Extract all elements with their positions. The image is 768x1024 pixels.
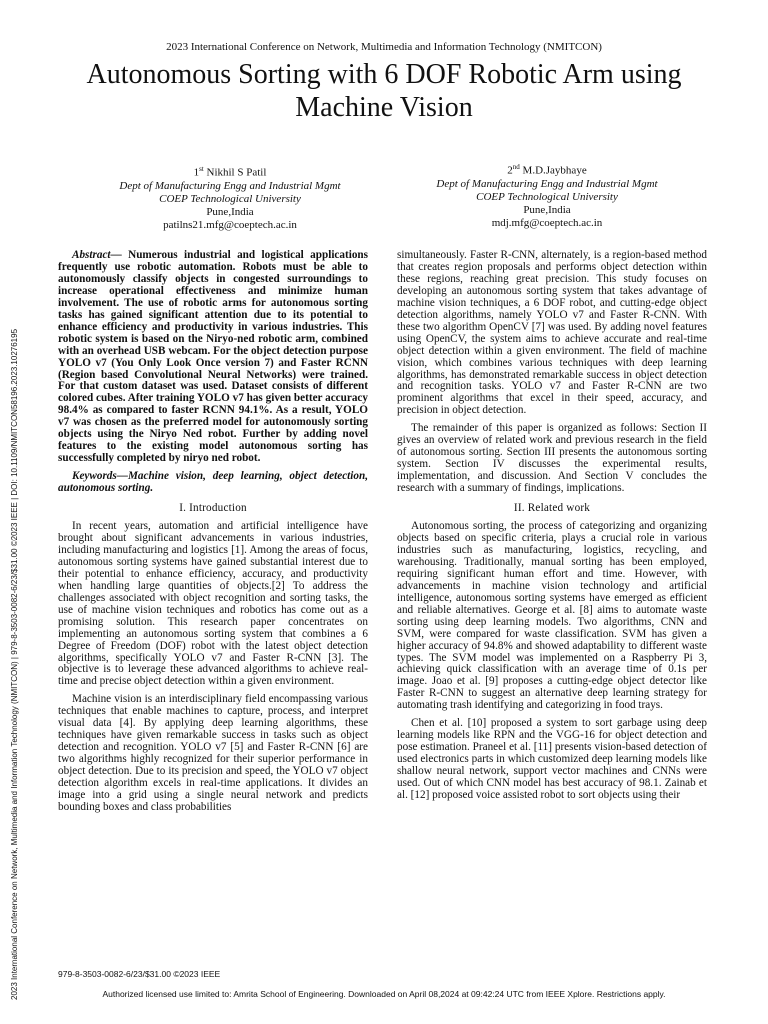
author-rank-suffix: st xyxy=(199,165,204,173)
author-univ: COEP Technological University xyxy=(476,190,618,203)
paragraph: In recent years, automation and artificial intelligence have brought about significant advancements in various industries, including manufacturing and logistics [1]. Among the areas of focus, autonomous sorting systems have gained substantial interest due to their potential to enhance efficiency, accuracy, and productivity when handling large quantities of objects.[2] To address the challenges associated with object recognition and sorting tasks, the use of machine vision techniques and robotics has come out as a promising solution. This research paper concentrates on implementing an autonomous sorting system that combines a 6 Degree of Freedom (DOF) robot with the latest object detection algorithms, specifically YOLO v7 and Faster R-CNN [3]. The objective is to leverage these advanced algorithms to achieve real-time and precise object detection within a given environment. xyxy=(58,520,368,688)
author-2 xyxy=(417,161,677,230)
side-margin-citation: 2023 International Conference on Network, Multimedia and Information Technology (NMITCON) | 979-8-3503-0082-6/23/$31.00 ©2023 IEEE | DOI: 10.1109/NMITCON58196.2023.10276195 xyxy=(10,328,19,1000)
author-rank: 2 xyxy=(507,164,513,177)
abstract xyxy=(58,250,368,465)
section-heading-introduction: I. Introduction xyxy=(179,502,247,515)
author-1 xyxy=(100,163,360,232)
author-name: Nikhil S Patil xyxy=(206,166,267,179)
keywords-label: Keywords xyxy=(72,470,117,483)
author-dept: Dept of Manufacturing Engg and Industrial Mgmt xyxy=(436,177,658,190)
paragraph: Chen et al. [10] proposed a system to sort garbage using deep learning models like RPN and the VGG-16 for object detection and pose estimation. Praneel et al. [11] presents vision-based detection of used electronics parts in which customized deep learning models like shallow neural network, support vector machines and CNNs were used. Out of which CNN model has best accuracy of 98.1. Zainab et al. [12] proposed voice assisted robot to sort objects using their xyxy=(397,717,707,801)
paragraph: The remainder of this paper is organized as follows: Section II gives an overview of related work and previous research in the field of autonomous sorting. Section III presents the autonomous sorting system. Section IV discusses the experimental results, implementation, and discussion. And Section V concludes the research with a summary of findings, implications. xyxy=(397,422,707,495)
author-email: mdj.mfg@coeptech.ac.in xyxy=(491,216,603,229)
author-rank-suffix: nd xyxy=(512,163,520,171)
abstract-text: — Numerous industrial and logistical applications frequently use robotic automation. Robots must be able to autonomously classify objects in congested surroundings to increase operational effectiveness and minimize human involvement. The use of robotic arms for autonomous sorting tasks has gained significant attention due to its potential to enhance efficiency and productivity in various industries. This robotic system is based on the Niryo-ned robotic arm, combined with an overhead USB webcam. For the object detection purpose YOLO v7 (You Only Look Once version 7) and Faster RCNN (Region based Convolutional Neural Networks) were trained. For that custom dataset was used. Dataset consists of different colored cubes. After training YOLO v7 has given better accuracy 98.4% as compared to faster RCNN 94.1%. As a result, YOLO v7 was chosen as the preferred model for autonomously sorting objects using the Niryo Ned robot. Further by adding novel features to the existing model autonomous sorting has successfully completed by niryo ned robot. xyxy=(58,249,368,465)
keywords-text: —Machine vision, deep learning, object detection, autonomous sorting. xyxy=(58,470,368,495)
abstract-label: Abstract xyxy=(72,249,111,261)
left-column xyxy=(58,250,368,820)
author-univ: COEP Technological University xyxy=(159,192,301,205)
paragraph: Autonomous sorting, the process of categorizing and organizing objects based on specific criteria, plays a crucial role in various industries such as manufacturing, logistics, recycling, and warehousing. Traditionally, manual sorting has been employed, requiring significant human effort and time. However, with advancements in machine vision technology and artificial intelligence, autonomous sorting systems have emerged as efficient and reliable alternatives. George et al. [8] aims to automate waste sorting using deep learning models. Two algorithms, CNN and SVM, were compared for waste classification. SVM has given a higher accuracy of 94.8% and showed adaptability to different waste types. The SVM model was implemented on a Raspberry Pi 3, achieving quick classification with an average time of 0.1s per image. Joao et al. [9] proposes a cutting-edge object detector like Faster R-CNN to suggest an alternative deep learning strategy for automating trash identifying and categorizing in food trays. xyxy=(397,520,707,712)
isbn-line: 979-8-3503-0082-6/23/$31.00 ©2023 IEEE xyxy=(58,969,221,979)
author-city: Pune,India xyxy=(523,203,571,216)
section-heading-related-work: II. Related work xyxy=(513,502,591,515)
paragraph: simultaneously. Faster R-CNN, alternately, is a region-based method that creates region proposals and performs object detection within these regions, reaching great precision. This study focuses on developing an autonomous sorting system that takes advantage of machine vision techniques, a 6 DOF robot, and cutting-edge object detection algorithms, namely YOLO v7 and Faster R-CNN. With these two algorithm OpenCV [7] was used. By adding novel features using OpenCV, the system aims to achieve accurate and real-time object detection within a given environment. The field of machine vision, which combines various techniques with deep learning algorithms, has demonstrated remarkable success in object detection and recognition tasks. YOLO v7 and Faster R-CNN are two prominent algorithms that excel in their speed, accuracy, and precision in object detection. xyxy=(397,249,707,417)
paper-title: Autonomous Sorting with 6 DOF Robotic Arm using Machine Vision xyxy=(86,59,682,123)
author-dept: Dept of Manufacturing Engg and Industrial Mgmt xyxy=(119,179,341,192)
author-name: M.D.Jaybhaye xyxy=(522,164,587,177)
paragraph: Machine vision is an interdisciplinary field encompassing various techniques that enable machines to capture, process, and interpret visual data [4]. By applying deep learning algorithms, these techniques have given remarkable success in tasks such as object detection and recognition. YOLO v7 [5] and Faster R-CNN [6] are two algorithms highly recognized for their superior performance in object detection. Due to its precision and speed, the YOLO v7 object detection algorithm excels in real-time applications. It divides an image into a grid using a single neural network and predicts bounding boxes and class probabilities xyxy=(58,693,368,813)
conference-header: 2023 International Conference on Network, Multimedia and Information Technology (NMITCON) xyxy=(166,41,602,53)
author-email: patilns21.mfg@coeptech.ac.in xyxy=(163,218,297,231)
right-column xyxy=(397,250,707,808)
author-rank: 1 xyxy=(193,166,200,179)
keywords xyxy=(58,471,368,495)
license-footer: Authorized licensed use limited to: Amrita School of Engineering. Downloaded on April 08,2024 at 09:42:24 UTC from IEEE Xplore. Restrictions apply. xyxy=(102,989,666,999)
author-city: Pune,India xyxy=(206,205,254,218)
